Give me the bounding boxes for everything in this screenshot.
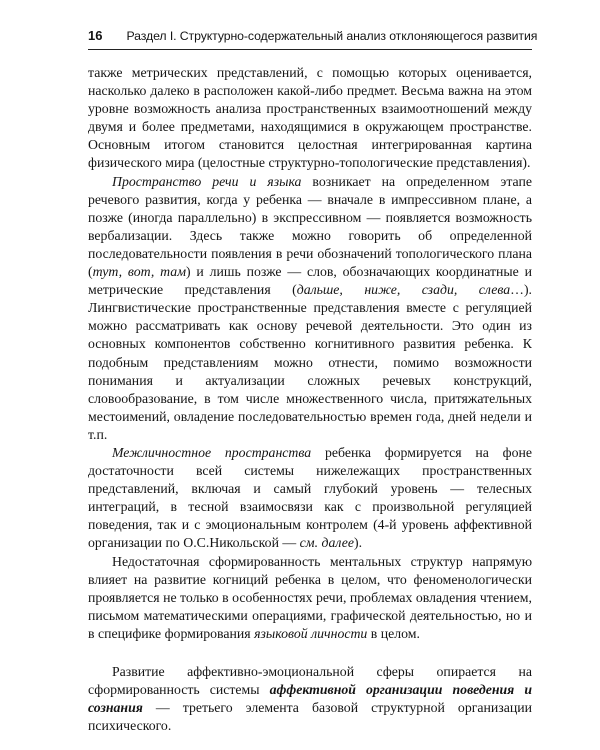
term-linguistic-personality: языковой личности [254,625,368,641]
paragraph-text: Развитие аффективно-эмоциональной сферы опирается на сформированность системы [88,664,532,698]
paragraph-text: возникает на определенном этапе речевого развития, когда у ребенка — вначале в импрессивном плане, а позже (иногда параллельно) в экспрессивном — появляется возможность вербализации. Здесь также можно говорить об определенной последовательности появления в речи обозначений топологического плана ( [88,173,533,280]
term-speech-space: Пространство речи и языка [112,173,302,189]
paragraph-text: Недостаточная сформированность ментальных структур напрямую влияет на развитие когниций ребенка в целом, что феноменологически проявляется не только в особенностях речи, проблемах овладения чтением, письмом математическими операциями, графической деятельностью, но и в специфике формирования [88,553,532,641]
term-affective-organization: аффективной организации поведения и сознания [88,682,532,716]
paragraph-text: в целом. [367,625,420,641]
paragraph-text: — третьего элемента базовой структурной организации психического. [88,700,532,734]
paragraph-affective-sphere [88,663,532,735]
paragraph-metric-representations [88,64,532,173]
paragraph-interpersonal-space [88,444,532,553]
paragraph-text: ребенка формируется на фоне достаточности всей системы нижележащих пространственных представлений, включая и самый глубокий уровень — телесных интеграций, в тесной взаимосвязи как с произвольной регуляцией поведения, так и с эмоциональным контролем (4-й уровень аффективной организации по О.С.Никольской — [88,444,532,551]
paragraph-text: также метрических представлений, с помощью которых оценивается, насколько далеко в расположен какой-либо предмет. Весьма важна на этом уровне возможность анализа пространственных взаимоотношений между двумя и более предметами, находящимися в окружающем пространстве. Основным итогом становится целостная интегрированная картина физического мира (целостные структурно-топологические представления). [88,65,532,171]
page-number: 16 [88,28,103,43]
term-interpersonal-space: Межличностное пространства [112,444,312,460]
running-head [88,28,538,50]
paragraph-text: ) и лишь позже — слов, обозначающих координатные и метрические представления ( [88,264,532,298]
paragraph-text: ). [353,535,363,551]
example-words-topological: тут, вот, там [92,264,187,280]
paragraph-mental-structures [88,553,532,643]
paragraph-speech-space [88,173,532,444]
paragraph-text: …). Лингвистические пространственные представления вместе с регуляцией можно рассматривать как основу речевой деятельности. Это один из основных компонентов собственно когнитивного развития ребенка. К подобным представлениям можно отнести, помимо возможности понимания и актуализации сложных речевых конструкций, словообразование, в том числе множественного числа, притяжательных местоимений, овладение последовательностью времен года, дней недели и т.п. [88,282,532,442]
body-text [88,64,532,735]
section-title: Раздел I. Структурно-содержательный анализ отклоняющегося развития [126,29,538,43]
cross-reference: см. далее [299,535,354,551]
example-words-metric: дальше, ниже, сзади, слева [296,282,511,298]
